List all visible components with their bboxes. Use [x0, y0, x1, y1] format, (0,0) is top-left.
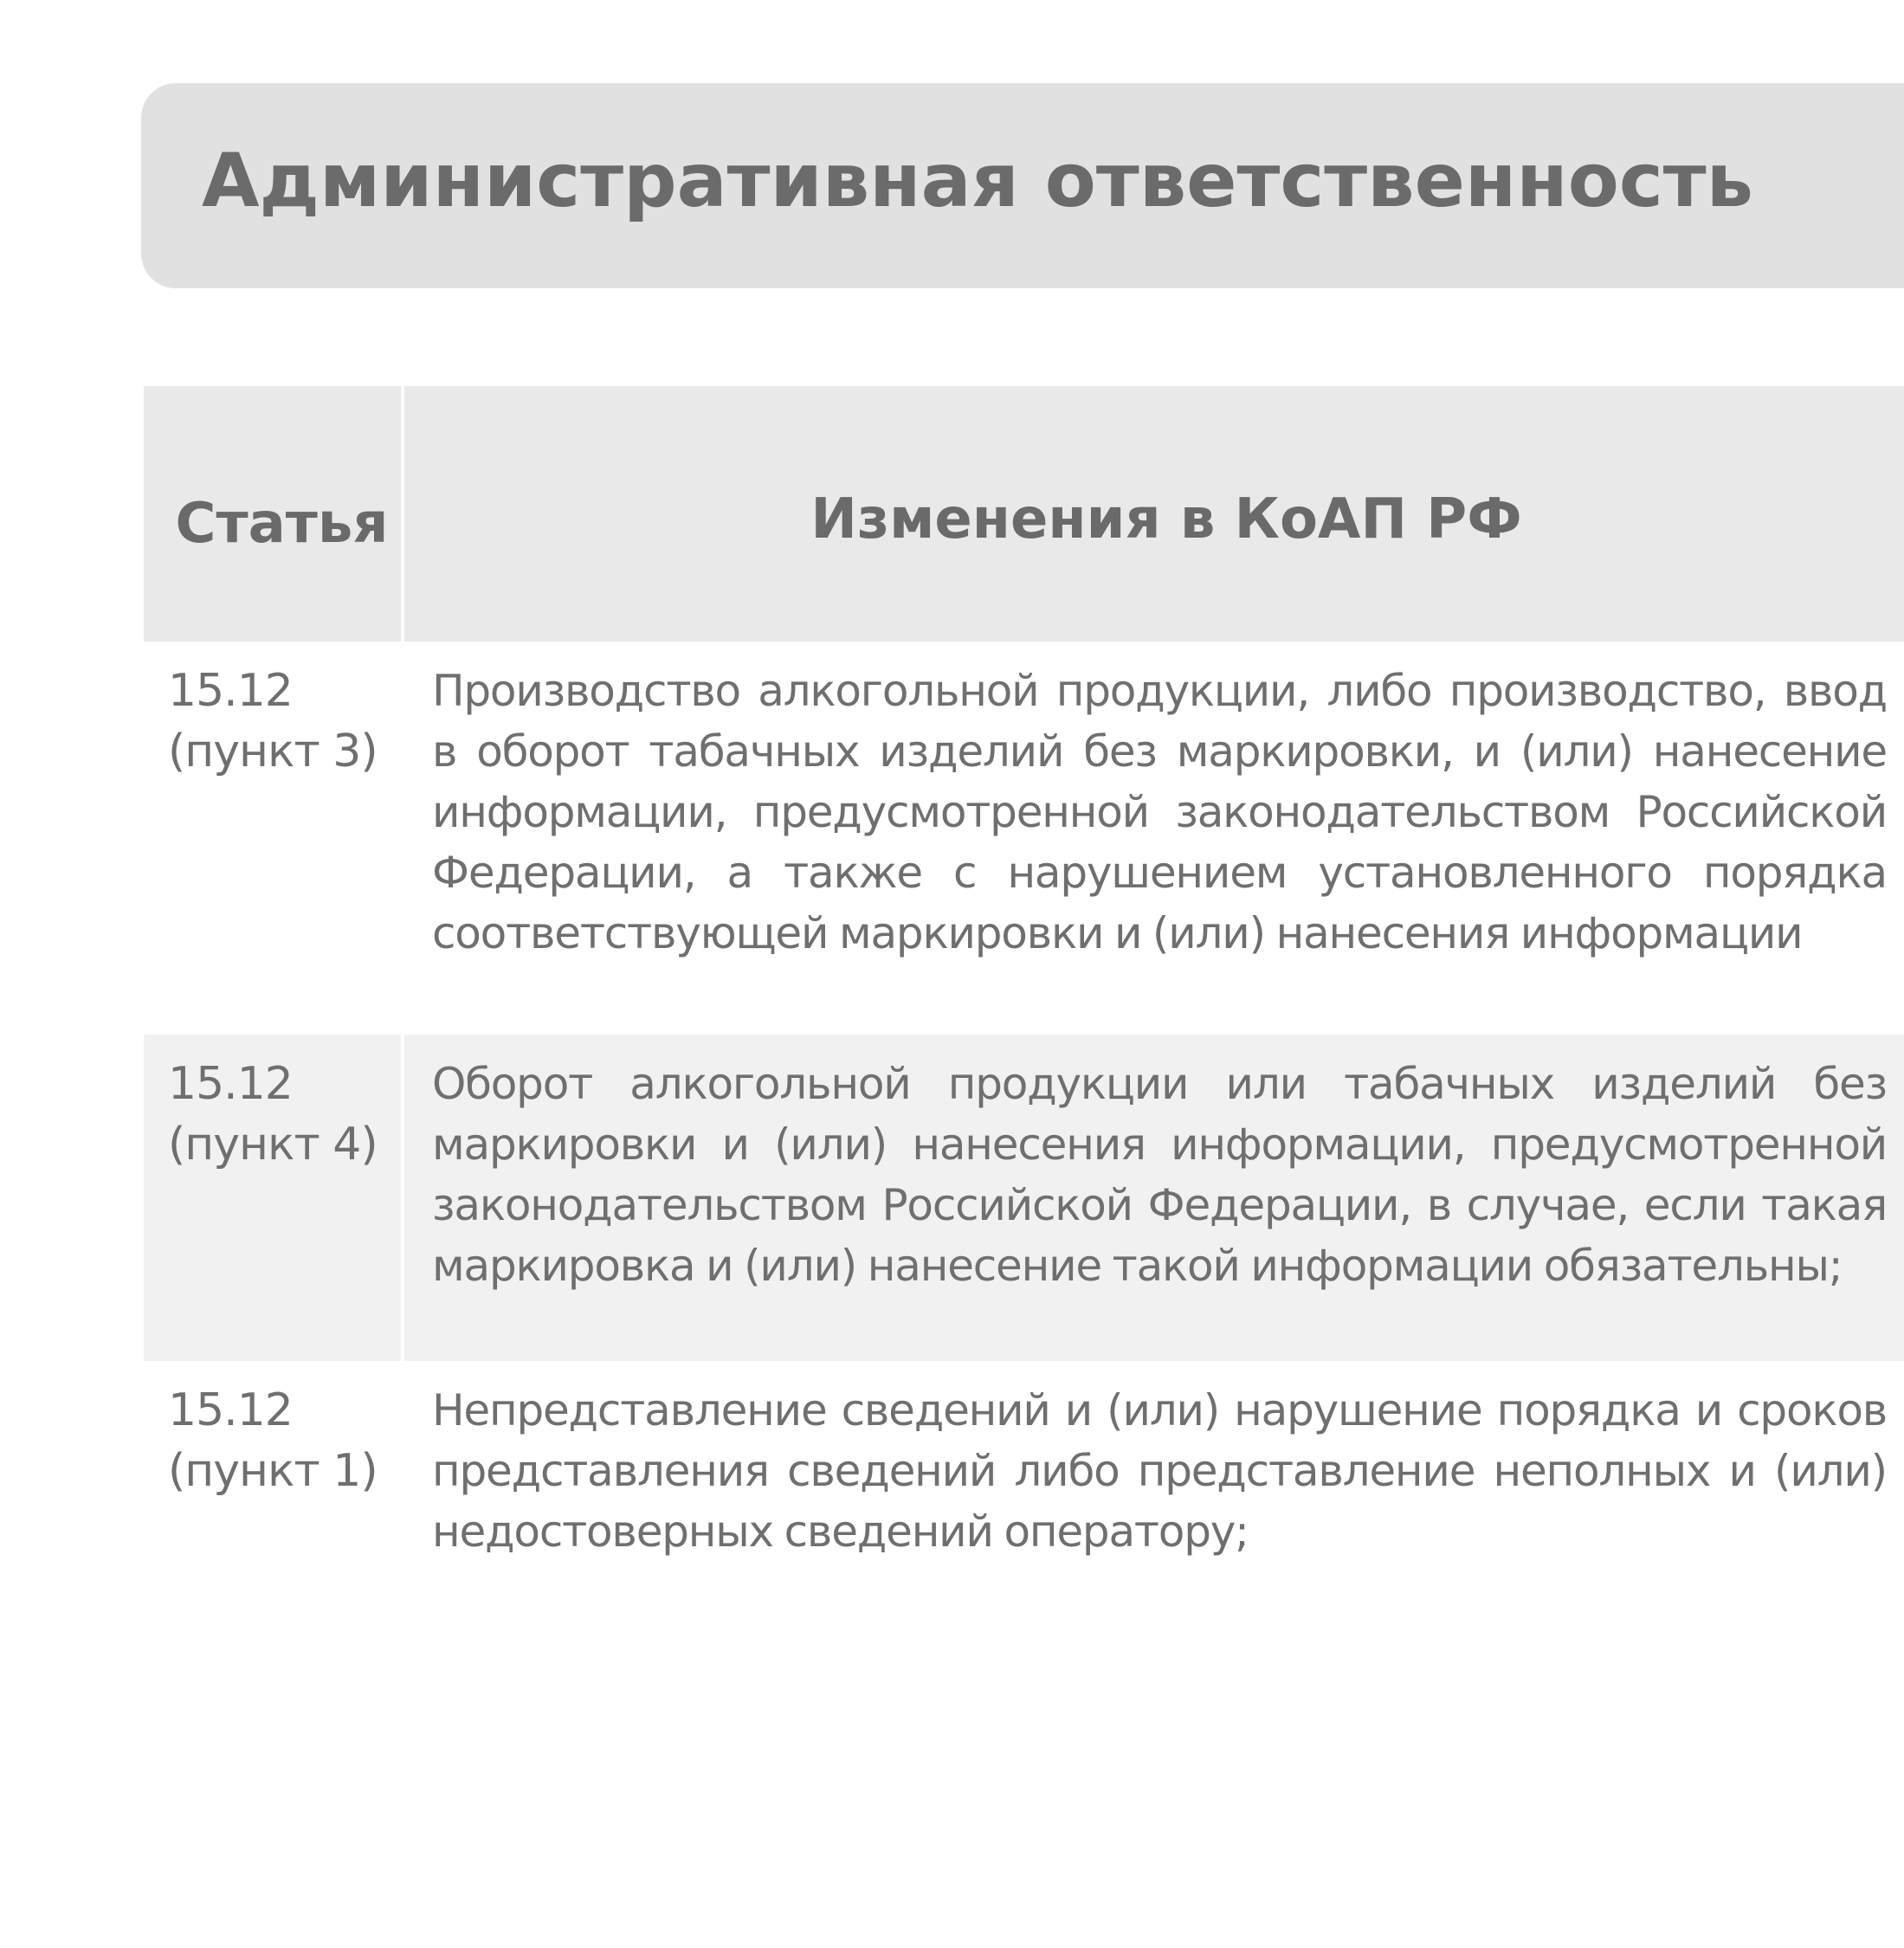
change-description: Непредставление сведений и (или) нарушение порядка и сроков представления сведений либо представление неполных и (или) недостоверных сведений оператору; [432, 1385, 1887, 1557]
table-header-row [144, 386, 1904, 642]
koap-changes-table [144, 386, 1904, 1569]
table-row [144, 1035, 1904, 1361]
article-number: 15.12 [168, 1384, 293, 1436]
header-cell-changes [404, 386, 1904, 642]
table-row [144, 1361, 1904, 1569]
change-cell [404, 1035, 1904, 1361]
article-point: (пункт 1) [168, 1445, 378, 1497]
change-description: Оборот алкогольной продукции или табачных изделий без маркировки и (или) нанесения информации, предусмотренной законодательством Российской Федерации, в случае, если такая маркировка и (или) нанесение такой информации обязательны; [432, 1059, 1887, 1291]
header-cell-article [144, 386, 404, 642]
article-number: 15.12 [168, 665, 293, 717]
change-cell [404, 642, 1904, 1035]
page-title: Административная ответственность [202, 138, 1754, 224]
title-banner [141, 83, 1904, 288]
article-cell [144, 1361, 404, 1569]
article-cell [144, 642, 404, 1035]
article-point: (пункт 3) [168, 726, 378, 777]
change-description: Производство алкогольной продукции, либо производство, ввод в оборот табачных изделий без маркировки, и (или) нанесение информации, предусмотренной законодательством Российской Федерации, а также с нарушением установленного порядка соответствующей маркировки и (или) нанесения информации [432, 666, 1887, 958]
article-number: 15.12 [168, 1058, 293, 1110]
table-row [144, 642, 1904, 1035]
article-point: (пункт 4) [168, 1119, 378, 1171]
header-changes-label: Изменения в КоАП РФ [810, 487, 1522, 552]
article-cell [144, 1035, 404, 1361]
header-article-label: Статья [175, 491, 389, 556]
change-cell [404, 1361, 1904, 1569]
